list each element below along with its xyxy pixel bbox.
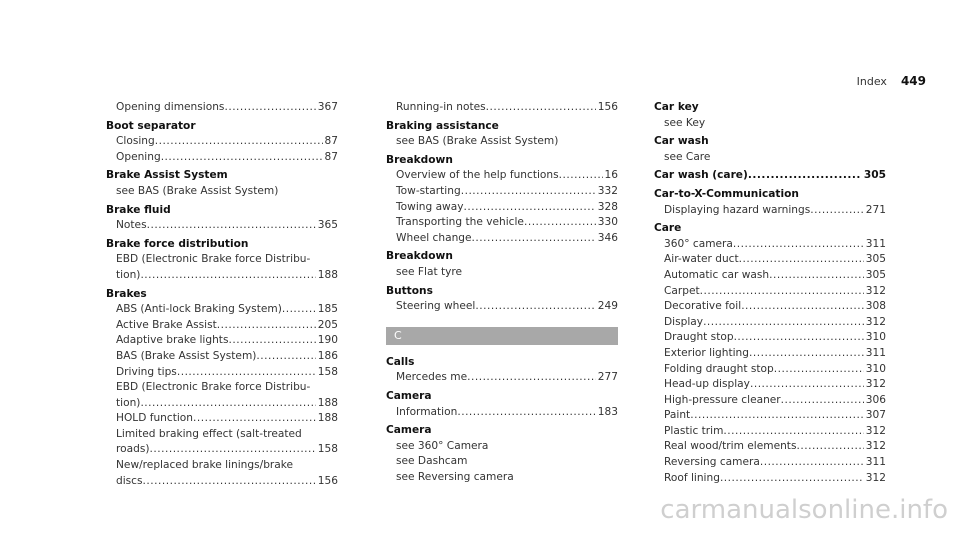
page-ref[interactable]: 190 bbox=[317, 334, 338, 347]
page-ref[interactable]: 249 bbox=[597, 300, 618, 313]
dot-leader bbox=[149, 442, 315, 458]
dot-leader bbox=[193, 411, 316, 427]
page-ref[interactable]: 16 bbox=[604, 169, 618, 182]
index-line bbox=[386, 200, 618, 216]
entry-text: Exterior lighting bbox=[664, 346, 749, 359]
index-line bbox=[106, 333, 338, 349]
index-line bbox=[386, 184, 618, 200]
index-line bbox=[654, 439, 886, 455]
dot-leader bbox=[475, 299, 595, 315]
index-line bbox=[106, 268, 338, 284]
index-line bbox=[654, 471, 886, 487]
index-line bbox=[386, 454, 618, 470]
index-column-3 bbox=[654, 100, 886, 489]
index-entry bbox=[386, 100, 618, 116]
entry-text: roads) bbox=[116, 443, 150, 456]
index-entry bbox=[386, 249, 618, 280]
page-ref[interactable]: 308 bbox=[865, 300, 886, 313]
dot-leader bbox=[177, 365, 316, 381]
entry-heading: Brakes bbox=[106, 287, 147, 300]
page-ref[interactable]: 156 bbox=[317, 474, 338, 487]
index-column-1 bbox=[106, 100, 338, 492]
page-ref[interactable]: 305 bbox=[865, 253, 886, 266]
dot-leader bbox=[810, 203, 864, 219]
index-line bbox=[106, 318, 338, 334]
index-entry bbox=[654, 221, 886, 486]
index-line bbox=[654, 168, 886, 184]
index-entry bbox=[106, 203, 338, 234]
entry-text: Head-up display bbox=[664, 378, 750, 391]
entry-text: Carpet bbox=[664, 284, 700, 297]
page-ref[interactable]: 185 bbox=[317, 303, 338, 316]
index-entry bbox=[106, 237, 338, 284]
index-line bbox=[386, 231, 618, 247]
entry-text: EBD (Electronic Brake force Distribu- bbox=[116, 381, 311, 394]
entry-text: see Dashcam bbox=[396, 455, 468, 468]
index-entry bbox=[386, 423, 618, 485]
entry-text: Decorative foil bbox=[664, 300, 742, 313]
index-line bbox=[654, 377, 886, 393]
watermark: carmanualsonline.info bbox=[660, 495, 948, 525]
page-ref[interactable]: 188 bbox=[317, 412, 338, 425]
index-line bbox=[654, 330, 886, 346]
index-line bbox=[106, 302, 338, 318]
entry-text: Mercedes me bbox=[396, 371, 468, 384]
dot-leader bbox=[155, 134, 323, 150]
page-ref[interactable]: 346 bbox=[597, 231, 618, 244]
page-ref[interactable]: 310 bbox=[865, 331, 886, 344]
dot-leader bbox=[796, 439, 863, 455]
dot-leader bbox=[140, 268, 315, 284]
entry-heading: Breakdown bbox=[386, 153, 453, 166]
page-ref[interactable]: 205 bbox=[317, 318, 338, 331]
entry-heading: Breakdown bbox=[386, 250, 453, 263]
entry-text: see Flat tyre bbox=[396, 265, 463, 278]
dot-leader bbox=[467, 370, 596, 386]
index-entry bbox=[654, 168, 886, 184]
entry-text: see Reversing camera bbox=[396, 470, 514, 483]
page-ref[interactable]: 87 bbox=[324, 135, 338, 148]
page-ref[interactable]: 312 bbox=[865, 424, 886, 437]
entry-text: Real wood/trim elements bbox=[664, 440, 797, 453]
index-line bbox=[654, 362, 886, 378]
index-line bbox=[106, 252, 338, 268]
entry-text: Reversing camera bbox=[664, 456, 760, 469]
entry-text: Air-water duct bbox=[664, 253, 739, 266]
index-line bbox=[106, 134, 338, 150]
entry-text: Active Brake Assist bbox=[116, 318, 217, 331]
index-entry bbox=[654, 187, 886, 218]
dot-leader bbox=[760, 455, 864, 471]
dot-leader bbox=[461, 184, 596, 200]
entry-heading: Brake force distribution bbox=[106, 237, 249, 250]
entry-text: ABS (Anti-lock Braking System) bbox=[116, 303, 282, 316]
page-ref[interactable]: 311 bbox=[865, 456, 886, 469]
page-ref[interactable]: 156 bbox=[597, 101, 618, 113]
index-entry bbox=[106, 119, 338, 166]
dot-leader bbox=[224, 100, 315, 116]
dot-leader bbox=[559, 168, 603, 184]
index-line bbox=[106, 365, 338, 381]
index-entry bbox=[654, 134, 886, 165]
dot-leader bbox=[748, 168, 862, 184]
entry-text: Display bbox=[664, 315, 704, 328]
entry-heading: Braking assistance bbox=[386, 119, 499, 132]
dot-leader bbox=[282, 302, 316, 318]
index-line bbox=[386, 470, 618, 486]
entry-heading: Car wash bbox=[654, 135, 709, 148]
index-line bbox=[654, 393, 886, 409]
page-ref[interactable]: 312 bbox=[865, 378, 886, 391]
page-header bbox=[857, 74, 926, 88]
dot-leader bbox=[143, 474, 316, 490]
index-line bbox=[106, 458, 338, 474]
index-line bbox=[106, 442, 338, 458]
dot-leader bbox=[749, 346, 864, 362]
dot-leader bbox=[161, 150, 323, 166]
dot-leader bbox=[486, 100, 596, 116]
index-entry bbox=[386, 119, 618, 150]
dot-leader bbox=[690, 408, 864, 424]
page-ref[interactable]: 367 bbox=[317, 101, 338, 113]
dot-leader bbox=[256, 349, 315, 365]
entry-text: Draught stop bbox=[664, 331, 734, 344]
page-ref[interactable]: 87 bbox=[324, 150, 338, 163]
index-line bbox=[654, 252, 886, 268]
index-line bbox=[654, 284, 886, 300]
index-line bbox=[386, 370, 618, 386]
dot-leader bbox=[140, 396, 315, 412]
page-ref[interactable]: 186 bbox=[317, 349, 338, 362]
page-ref[interactable]: 271 bbox=[865, 203, 886, 216]
entry-text: New/replaced brake linings/brake bbox=[116, 459, 294, 472]
dot-leader bbox=[228, 333, 315, 349]
entry-text: Overview of the help functions bbox=[396, 169, 559, 182]
page-number: 449 bbox=[900, 74, 926, 88]
index-line bbox=[654, 203, 886, 219]
index-line bbox=[654, 408, 886, 424]
entry-text: see Key bbox=[664, 116, 706, 129]
index-line bbox=[654, 315, 886, 331]
dot-leader bbox=[723, 424, 863, 440]
entry-text: Opening bbox=[116, 150, 161, 163]
index-line bbox=[106, 427, 338, 443]
page-ref[interactable]: 312 bbox=[865, 471, 886, 484]
entry-text: HOLD function bbox=[116, 412, 194, 425]
page-ref[interactable]: 305 bbox=[865, 268, 886, 281]
dot-leader bbox=[703, 315, 864, 331]
index-line bbox=[386, 405, 618, 421]
page-ref[interactable]: 183 bbox=[597, 405, 618, 418]
entry-text: Limited braking effect (salt-treated bbox=[116, 427, 302, 440]
dot-leader bbox=[741, 299, 864, 315]
page-ref[interactable]: 311 bbox=[865, 237, 886, 250]
entry-text: Towing away bbox=[396, 200, 464, 213]
entry-text: tion) bbox=[116, 268, 141, 281]
entry-text: Displaying hazard warnings bbox=[664, 203, 811, 216]
entry-heading: Care bbox=[654, 222, 682, 235]
entry-text: Closing bbox=[116, 135, 155, 148]
entry-text: discs bbox=[116, 474, 143, 487]
entry-text: Driving tips bbox=[116, 365, 177, 378]
page-ref[interactable]: 332 bbox=[597, 184, 618, 197]
entry-text: High-pressure cleaner bbox=[664, 393, 781, 406]
page-ref[interactable]: 277 bbox=[597, 371, 618, 384]
dot-leader bbox=[750, 377, 864, 393]
entry-text: Tow-starting bbox=[396, 184, 461, 197]
page-ref[interactable]: 312 bbox=[865, 284, 886, 297]
entry-text: Running-in notes bbox=[396, 101, 486, 113]
entry-heading: Car-to-X-Communication bbox=[654, 187, 799, 200]
dot-leader bbox=[720, 471, 864, 487]
dot-leader bbox=[769, 268, 864, 284]
index-line bbox=[106, 218, 338, 234]
entry-heading: Calls bbox=[386, 355, 415, 368]
dot-leader bbox=[733, 237, 864, 253]
dot-leader bbox=[734, 330, 864, 346]
entry-text: Information bbox=[396, 405, 458, 418]
page-ref[interactable]: 158 bbox=[317, 365, 338, 378]
index-line bbox=[654, 346, 886, 362]
entry-text: Notes bbox=[116, 219, 147, 232]
index-line bbox=[386, 265, 618, 281]
entry-text: BAS (Brake Assist System) bbox=[116, 349, 257, 362]
dot-leader bbox=[781, 393, 864, 409]
dot-leader bbox=[217, 318, 316, 334]
entry-text: see BAS (Brake Assist System) bbox=[116, 184, 279, 197]
entry-text: Plastic trim bbox=[664, 424, 724, 437]
page-ref[interactable]: 188 bbox=[317, 396, 338, 409]
index-line bbox=[386, 134, 618, 150]
page-ref[interactable]: 312 bbox=[865, 315, 886, 328]
entry-text: Transporting the vehicle bbox=[396, 216, 524, 229]
index-line bbox=[654, 116, 886, 132]
index-line bbox=[106, 396, 338, 412]
dot-leader bbox=[463, 200, 595, 216]
index-line bbox=[386, 215, 618, 231]
entry-heading: Brake fluid bbox=[106, 203, 171, 216]
index-label: Index bbox=[856, 75, 887, 88]
page-ref[interactable]: 158 bbox=[317, 443, 338, 456]
index-entry bbox=[106, 100, 338, 116]
index-entry bbox=[654, 100, 886, 131]
index-line bbox=[654, 299, 886, 315]
index-entry bbox=[386, 389, 618, 420]
entry-text: Wheel change bbox=[396, 231, 472, 244]
entry-text: Adaptive brake lights bbox=[116, 334, 229, 347]
entry-heading: Car key bbox=[654, 101, 699, 113]
entry-heading: Brake Assist System bbox=[106, 169, 228, 182]
index-line bbox=[654, 237, 886, 253]
page-ref[interactable]: 330 bbox=[597, 216, 618, 229]
entry-text: Folding draught stop bbox=[664, 362, 774, 375]
entry-text: 360° camera bbox=[664, 237, 733, 250]
entry-heading: Camera bbox=[386, 424, 432, 437]
index-entry bbox=[106, 168, 338, 199]
index-line bbox=[106, 100, 338, 116]
index-line bbox=[386, 168, 618, 184]
index-line bbox=[106, 411, 338, 427]
entry-text: tion) bbox=[116, 396, 141, 409]
entry-text: Roof lining bbox=[664, 471, 720, 484]
index-line bbox=[386, 439, 618, 455]
index-line bbox=[106, 474, 338, 490]
entry-text: Opening dimensions bbox=[116, 101, 225, 113]
page-ref[interactable]: 311 bbox=[865, 346, 886, 359]
entry-heading: Camera bbox=[386, 389, 432, 402]
entry-text: see Care bbox=[664, 150, 711, 163]
entry-text: Paint bbox=[664, 409, 691, 422]
index-line bbox=[654, 455, 886, 471]
page-ref[interactable]: 306 bbox=[865, 393, 886, 406]
index-entry bbox=[106, 287, 338, 490]
entry-text: see BAS (Brake Assist System) bbox=[396, 135, 559, 148]
page-ref[interactable]: 307 bbox=[865, 409, 886, 422]
dot-leader bbox=[739, 252, 864, 268]
index-line bbox=[386, 100, 618, 116]
page-ref[interactable]: 312 bbox=[865, 440, 886, 453]
index-line bbox=[654, 424, 886, 440]
dot-leader bbox=[457, 405, 595, 421]
entry-text: see 360° Camera bbox=[396, 439, 489, 452]
dot-leader bbox=[700, 284, 864, 300]
index-line bbox=[106, 184, 338, 200]
entry-heading: Buttons bbox=[386, 284, 433, 297]
index-line bbox=[654, 150, 886, 166]
entry-text: EBD (Electronic Brake force Distribu- bbox=[116, 253, 311, 266]
index-entry bbox=[386, 153, 618, 247]
entry-text: Automatic car wash bbox=[664, 268, 770, 281]
entry-text: Car wash (care) bbox=[654, 169, 748, 182]
index-line bbox=[106, 150, 338, 166]
index-line bbox=[386, 299, 618, 315]
index-column-2 bbox=[386, 100, 618, 488]
page-ref[interactable]: 365 bbox=[317, 219, 338, 232]
index-line bbox=[106, 349, 338, 365]
index-entry bbox=[386, 284, 618, 315]
index-line bbox=[654, 268, 886, 284]
entry-heading: Boot separator bbox=[106, 119, 196, 132]
entry-text: Steering wheel bbox=[396, 300, 476, 313]
index-line bbox=[106, 380, 338, 396]
page-ref[interactable]: 310 bbox=[865, 362, 886, 375]
section-letter: C bbox=[386, 327, 618, 345]
page-ref[interactable]: 328 bbox=[597, 200, 618, 213]
dot-leader bbox=[774, 362, 864, 378]
index-entry bbox=[386, 355, 618, 386]
dot-leader bbox=[524, 215, 596, 231]
page-ref[interactable]: 305 bbox=[863, 169, 886, 182]
dot-leader bbox=[472, 231, 596, 247]
dot-leader bbox=[147, 218, 316, 234]
page-ref[interactable]: 188 bbox=[317, 268, 338, 281]
